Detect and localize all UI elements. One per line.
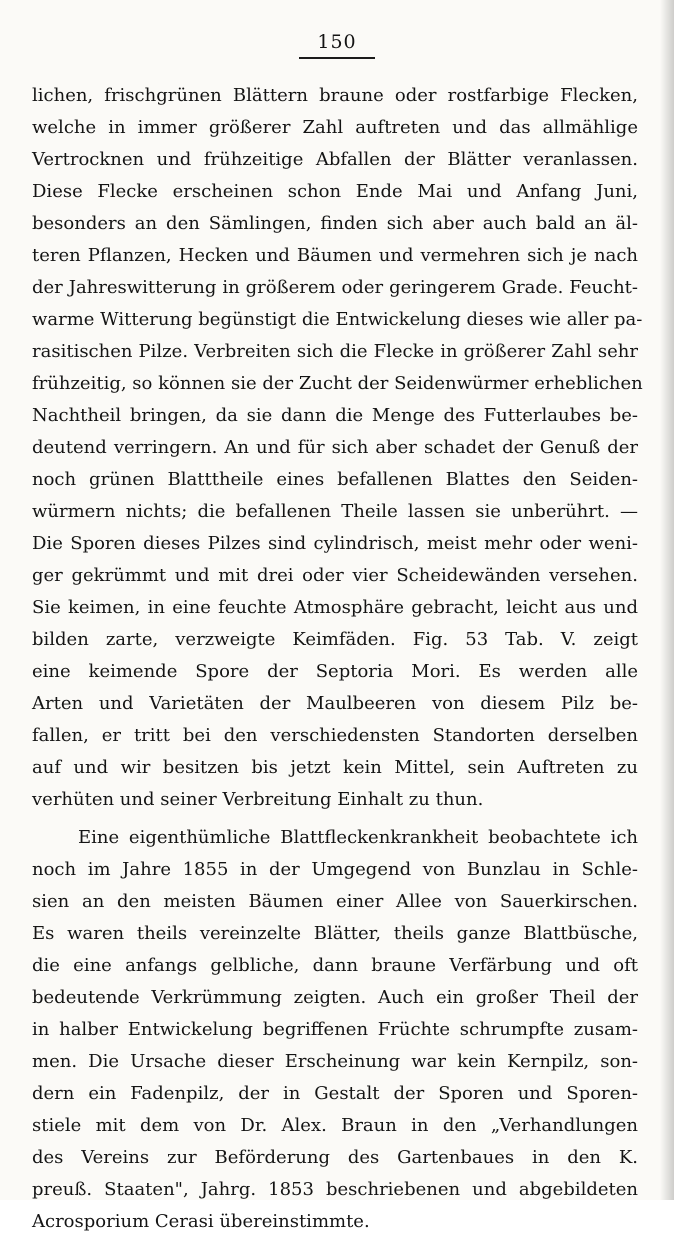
text-line: ger gekrümmt und mit drei oder vier Scheidewänden versehen.	[32, 565, 638, 586]
text-line: men. Die Ursache dieser Erscheinung war kein Kernpilz, son-	[32, 1051, 638, 1072]
text-line: in halber Entwickelung begriffenen Früchte schrumpfte zusam-	[32, 1019, 638, 1040]
text-line: Sie keimen, in eine feuchte Atmosphäre gebracht, leicht aus und	[32, 597, 638, 618]
text-line: verhüten und seiner Verbreitung Einhalt zu thun.	[32, 789, 484, 810]
text-line: eine keimende Spore der Septoria Mori. Es werden alle	[32, 661, 638, 682]
text-line: Nachtheil bringen, da sie dann die Menge des Futterlaubes be-	[32, 405, 638, 426]
text-line: würmern nichts; die befallenen Theile lassen sie unberührt. —	[32, 501, 638, 522]
text-line: bedeutende Verkrümmung zeigten. Auch ein großer Theil der	[32, 987, 638, 1008]
text-line: frühzeitig, so können sie der Zucht der Seidenwürmer erheblichen	[32, 373, 643, 394]
text-line: Eine eigenthümliche Blattfleckenkrankheit beobachtete ich	[78, 827, 638, 848]
text-line: der Jahreswitterung in größerem oder geringerem Grade. Feucht-	[32, 277, 638, 298]
text-line: warme Witterung begünstigt die Entwickelung dieses wie aller pa-	[32, 309, 643, 330]
text-line: Arten und Varietäten der Maulbeeren von diesem Pilz be-	[32, 693, 638, 714]
text-line: welche in immer größerer Zahl auftreten und das allmählige	[32, 117, 638, 138]
page-number: 150	[317, 31, 357, 53]
page-body	[32, 80, 643, 1238]
text-line: Die Sporen dieses Pilzes sind cylindrisch, meist mehr oder weni-	[32, 533, 638, 554]
header-rule	[299, 57, 375, 59]
text-line: noch grünen Blatttheile eines befallenen Blattes den Seiden-	[32, 469, 638, 490]
paragraph-1	[32, 80, 643, 816]
text-line: Acrosporium Cerasi übereinstimmte.	[32, 1211, 370, 1232]
text-line: des Vereins zur Beförderung des Gartenbaues in den K.	[32, 1147, 638, 1168]
text-line: lichen, frischgrünen Blättern braune oder rostfarbige Flecken,	[32, 85, 638, 106]
text-line: Es waren theils vereinzelte Blätter, theils ganze Blattbüsche,	[32, 923, 638, 944]
text-line: Diese Flecke erscheinen schon Ende Mai und Anfang Juni,	[32, 181, 638, 202]
text-line: bilden zarte, verzweigte Keimfäden. Fig. 53 Tab. V. zeigt	[32, 629, 638, 650]
text-line: besonders an den Sämlingen, finden sich aber auch bald an äl-	[32, 213, 638, 234]
text-line: noch im Jahre 1855 in der Umgegend von Bunzlau in Schle-	[32, 859, 638, 880]
paragraph-2	[32, 822, 638, 1238]
text-line: fallen, er tritt bei den verschiedensten Standorten derselben	[32, 725, 638, 746]
text-line: stiele mit dem von Dr. Alex. Braun in den „Verhandlungen	[32, 1115, 638, 1136]
text-line: auf und wir besitzen bis jetzt kein Mittel, sein Auftreten zu	[32, 757, 638, 778]
text-line: dern ein Fadenpilz, der in Gestalt der Sporen und Sporen-	[32, 1083, 638, 1104]
text-line: die eine anfangs gelbliche, dann braune Verfärbung und oft	[32, 955, 638, 976]
text-line: preuß. Staaten", Jahrg. 1853 beschriebenen und abgebildeten	[32, 1179, 638, 1200]
text-line: sien an den meisten Bäumen einer Allee von Sauerkirschen.	[32, 891, 638, 912]
text-line: teren Pflanzen, Hecken und Bäumen und vermehren sich je nach	[32, 245, 638, 266]
page-edge-shadow	[660, 0, 674, 1200]
text-line: deutend verringern. An und für sich aber schadet der Genuß der	[32, 437, 638, 458]
text-line: rasitischen Pilze. Verbreiten sich die Flecke in größerer Zahl sehr	[32, 341, 638, 362]
text-line: Vertrocknen und frühzeitige Abfallen der Blätter veranlassen.	[32, 149, 638, 170]
